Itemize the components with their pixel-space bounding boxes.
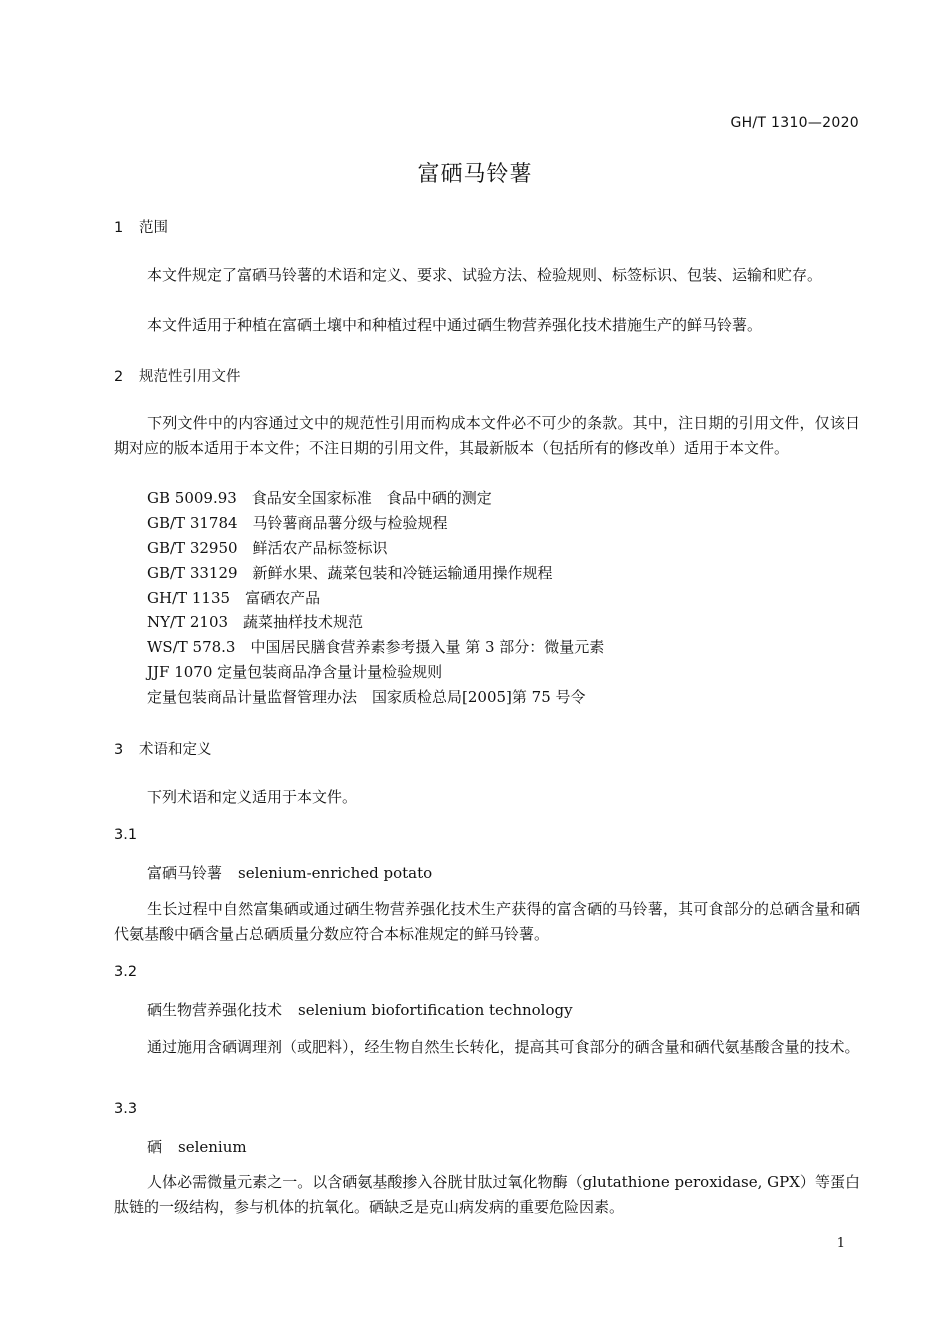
reference-item: GB/T 32950 鲜活农产品标签标识	[147, 539, 388, 557]
reference-item: GB/T 31784 马铃薯商品薯分级与检验规程	[147, 514, 448, 532]
term-entry	[147, 1136, 247, 1157]
section-number: 3	[114, 742, 124, 758]
section-3-heading	[114, 738, 212, 759]
section-title: 范围	[139, 220, 168, 236]
paragraph-text: 人体必需微量元素之一。以含硒氨基酸掺入谷胱甘肽过氧化物酶（glutathione peroxidase, GPX）等蛋白肽链的一级结构，参与机体的抗氧化。硒缺乏是克山病发病的重要危险因素。	[114, 1173, 860, 1216]
term-entry	[147, 862, 432, 883]
section-3-intro	[114, 785, 860, 810]
term-number: 3.2	[114, 964, 138, 980]
paragraph-text: 通过施用含硒调理剂（或肥料），经生物自然生长转化，提高其可食部分的硒含量和硒代氨基酸含量的技术。	[147, 1038, 860, 1056]
reference-item: GB/T 33129 新鲜水果、蔬菜包装和冷链运输通用操作规程	[147, 564, 553, 582]
term-zh: 富硒马铃薯	[147, 864, 223, 882]
section-title: 规范性引用文件	[139, 369, 241, 385]
reference-item: NY/T 2103 蔬菜抽样技术规范	[147, 613, 364, 631]
paragraph-text: 本文件规定了富硒马铃薯的术语和定义、要求、试验方法、检验规则、标签标识、包装、运输和贮存。	[147, 266, 823, 284]
term-number: 3.1	[114, 827, 138, 843]
term-entry	[147, 999, 573, 1020]
standard-code: GH/T 1310—2020	[730, 115, 859, 131]
term-definition	[114, 1170, 860, 1220]
paragraph-text: 生长过程中自然富集硒或通过硒生物营养强化技术生产获得的富含硒的马铃薯，其可食部分的总硒含量和硒代氨基酸中硒含量占总硒质量分数应符合本标准规定的鲜马铃薯。	[114, 900, 860, 943]
term-definition	[114, 1035, 860, 1060]
section-1-para-2	[114, 313, 860, 338]
paragraph-text: 下列术语和定义适用于本文件。	[147, 788, 358, 806]
paragraph-text: 本文件适用于种植在富硒土壤中和种植过程中通过硒生物营养强化技术措施生产的鲜马铃薯。	[147, 316, 763, 334]
page-number: 1	[836, 1236, 845, 1251]
term-definition	[114, 897, 860, 947]
term-zh: 硒	[147, 1138, 163, 1156]
reference-item: GB 5009.93 食品安全国家标准 食品中硒的测定	[147, 489, 492, 507]
section-number: 2	[114, 369, 124, 385]
reference-item: WS/T 578.3 中国居民膳食营养素参考摄入量 第 3 部分：微量元素	[147, 638, 605, 656]
reference-item: GH/T 1135 富硒农产品	[147, 589, 321, 607]
section-title: 术语和定义	[139, 742, 212, 758]
term-number: 3.3	[114, 1101, 138, 1117]
section-2-heading	[114, 365, 241, 386]
section-2-intro	[114, 411, 860, 461]
section-1-heading	[114, 216, 168, 237]
term-en: selenium	[178, 1138, 247, 1156]
section-1-para-1	[114, 263, 860, 288]
paragraph-text: 下列文件中的内容通过文中的规范性引用而构成本文件必不可少的条款。其中，注日期的引用文件，仅该日期对应的版本适用于本文件；不注日期的引用文件，其最新版本（包括所有的修改单）适用于本文件。	[114, 414, 860, 457]
section-number: 1	[114, 220, 124, 236]
term-en: selenium biofortification technology	[298, 1001, 573, 1019]
document-title: 富硒马铃薯	[417, 162, 533, 187]
reference-item: 定量包装商品计量监督管理办法 国家质检总局[2005]第 75 号令	[147, 688, 586, 706]
term-en: selenium-enriched potato	[238, 864, 433, 882]
reference-item: JJF 1070 定量包装商品净含量计量检验规则	[147, 663, 443, 681]
term-zh: 硒生物营养强化技术	[147, 1001, 283, 1019]
